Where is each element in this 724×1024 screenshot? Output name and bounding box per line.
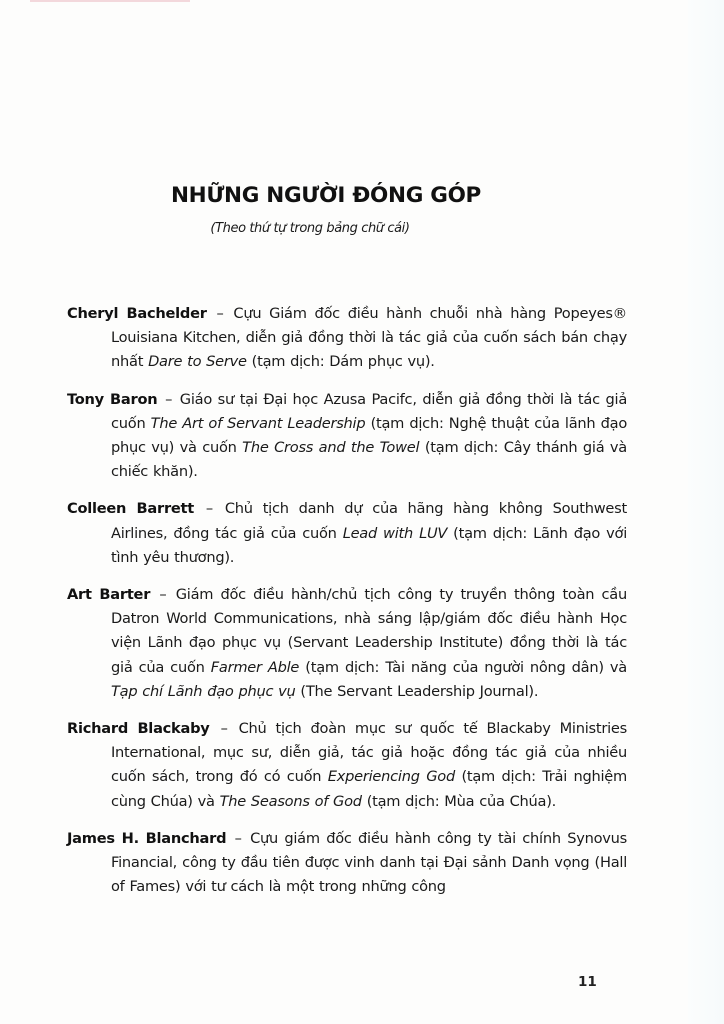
entry-dash: – (220, 720, 228, 738)
entry-description: Cựu Giám đốc điều hành chuỗi nhà hàng Popeyes® Louisiana Kitchen, diễn giả đồng thời là tác giả của cuốn sách bán chạy nhất (111, 305, 628, 371)
contributor-name: Cheryl Bachelder (67, 305, 207, 322)
page-title: NHỮNG NGƯỜI ĐÓNG GÓP (170, 183, 482, 208)
entry-dash: – (216, 305, 224, 322)
contributor-name: Colleen Barrett (67, 500, 194, 518)
entry-description: (tạm dịch: Mùa của Chúa). (361, 792, 557, 810)
contributor-entry (67, 388, 627, 485)
contributor-entry (67, 302, 627, 375)
entry-description: (tạm dịch: Lãnh đạo với tình yêu thương). (111, 524, 627, 566)
contributor-list (67, 302, 627, 912)
entry-description: Chủ tịch danh dự của hãng hàng không Southwest Airlines, đồng tác giả của cuốn (111, 500, 627, 542)
contributor-name: Richard Blackaby (67, 720, 210, 738)
entry-dash: – (234, 829, 242, 847)
book-title-italic: Dare to Serve (148, 353, 247, 371)
book-title-italic: Farmer Able (210, 658, 300, 676)
entry-dash: – (159, 586, 167, 604)
entry-description: (The Servant Leadership Journal). (295, 682, 539, 700)
book-title-italic: The Cross and the Towel (242, 439, 420, 457)
entry-description: Chủ tịch đoàn mục sư quốc tế Blackaby Ministries International, mục sư, diễn giả, tác giả hoặc đồng tác giả của nhiều cuốn sách, trong đó có cuốn (111, 720, 628, 786)
contributor-entry (67, 497, 627, 570)
entry-description: (tạm dịch: Trải nghiệm cùng Chúa) và (111, 768, 628, 810)
entry-description: Giám đốc điều hành/chủ tịch công ty truyền thông toàn cầu Datron World Communications, nhà sáng lập/giám đốc điều hành Học viện Lãnh đạo phục vụ (Servant Leadership Institute) đồng thời là tác giả của cuốn (111, 586, 627, 676)
contributor-name: Tony Baron (67, 390, 158, 408)
book-title-italic: The Art of Servant Leadership (150, 414, 366, 432)
entry-description: (tạm dịch: Tài năng của người nông dân) và (299, 658, 627, 676)
book-title-italic: The Seasons of God (219, 792, 362, 810)
book-title-italic: Experiencing God (327, 768, 455, 786)
entry-dash: – (165, 390, 173, 408)
page-number: 11 (578, 974, 597, 990)
book-title-italic: Tạp chí Lãnh đạo phục vụ (111, 682, 296, 700)
entry-description: (tạm dịch: Dám phục vụ). (246, 353, 435, 371)
contributor-entry (67, 583, 627, 704)
page-subtitle: (Theo thứ tự trong bảng chữ cái) (210, 221, 410, 236)
entry-description: Cựu giám đốc điều hành công ty tài chính Synovus Financial, công ty đầu tiên được vinh danh tại Đại sảnh Danh vọng (Hall of Fames) với tư cách là một trong những công (111, 829, 628, 896)
contributor-name: James H. Blanchard (67, 829, 227, 847)
entry-description: Giáo sư tại Đại học Azusa Pacifc, diễn giả đồng thời là tác giả cuốn (111, 390, 628, 432)
book-title-italic: Lead with LUV (342, 524, 448, 542)
entry-description: (tạm dịch: Cây thánh giá và chiếc khăn). (111, 439, 627, 481)
entry-dash: – (205, 500, 213, 518)
contributor-name: Art Barter (67, 586, 151, 604)
entry-description: (tạm dịch: Nghệ thuật của lãnh đạo phục vụ) và cuốn (111, 414, 627, 457)
contributor-entry (67, 827, 627, 900)
contributor-entry (67, 717, 627, 814)
